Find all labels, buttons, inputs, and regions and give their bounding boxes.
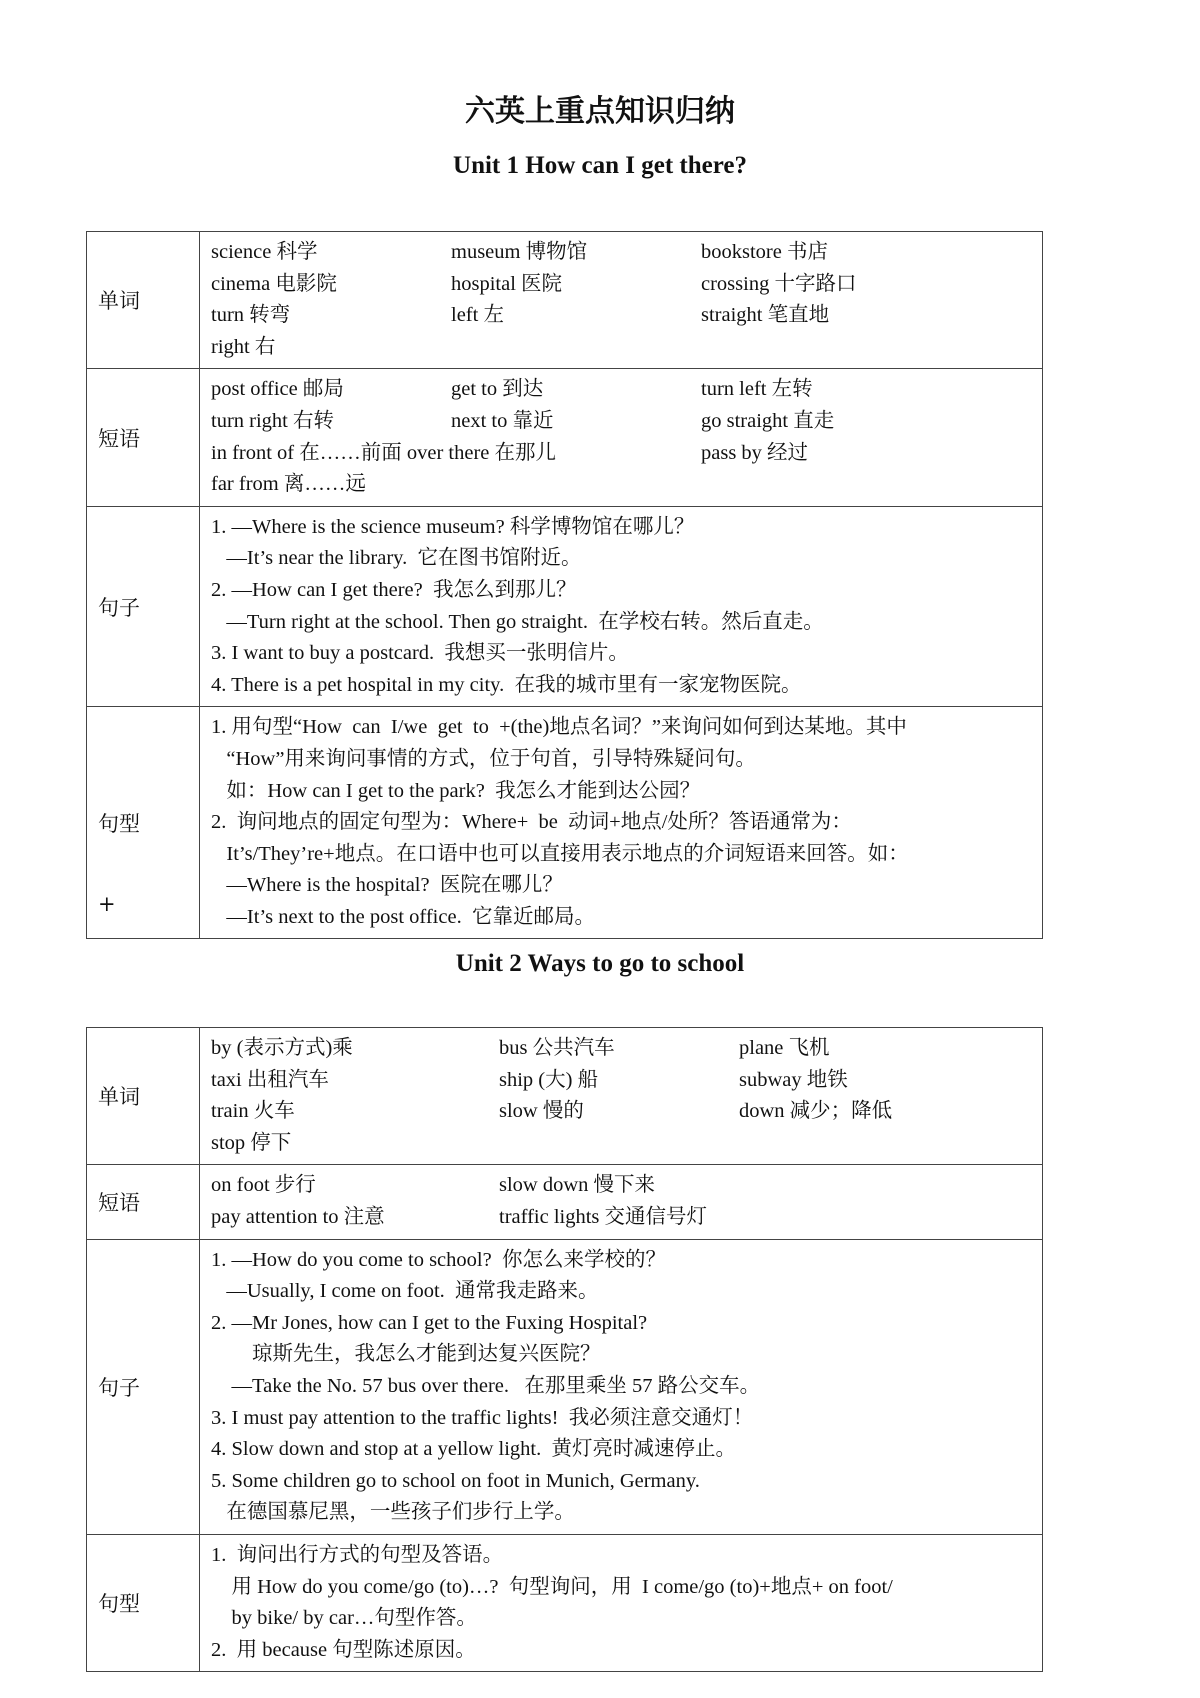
entry-item: taxi 出租汽车 — [211, 1068, 329, 1091]
text-line: It’s/They’re+地点。在口语中也可以直接用表示地点的介词短语来回答。如： — [211, 842, 909, 865]
text-line: —Where is the hospital? 医院在哪儿？ — [211, 874, 563, 897]
text-line: 5. Some children go to school on foot in Munich, Germany. — [211, 1469, 700, 1492]
entry-row — [211, 269, 1042, 301]
entry-item: stop 停下 — [211, 1131, 292, 1154]
entry-item: subway 地铁 — [739, 1068, 848, 1091]
entry-row — [211, 1033, 1042, 1065]
entry-row — [211, 1096, 1042, 1128]
unit2-patterns-cell — [200, 1534, 1043, 1671]
unit2-patterns-row — [87, 1534, 1043, 1671]
unit1-sentences-label: 句子 — [87, 506, 200, 707]
text-line: —Turn right at the school. Then go straight. 在学校右转。然后直走。 — [211, 610, 824, 633]
entry-item: crossing 十字路口 — [701, 272, 857, 295]
unit2-title: Unit 2 Ways to go to school — [455, 950, 745, 977]
text-line: —It’s near the library. 它在图书馆附近。 — [211, 547, 582, 570]
text-line: 如：How can I get to the park? 我怎么才能到达公园？ — [211, 779, 701, 802]
entry-item: slow down 慢下来 — [499, 1174, 656, 1197]
entry-row — [211, 332, 1042, 364]
entry-item: train 火车 — [211, 1100, 295, 1123]
unit1-patterns-label-text: 句型 — [98, 811, 140, 836]
entry-item: traffic lights 交通信号灯 — [499, 1205, 708, 1228]
unit1-title: Unit 1 How can I get there? — [453, 152, 747, 179]
text-line: —Usually, I come on foot. 通常我走路来。 — [211, 1280, 599, 1303]
unit1-patterns-cell — [200, 707, 1043, 939]
entry-item: bookstore 书店 — [701, 241, 828, 263]
unit2-phrases-label: 短语 — [87, 1165, 200, 1239]
entry-item: straight 笔直地 — [701, 304, 830, 327]
text-line: 2. —How can I get there? 我怎么到那儿？ — [211, 578, 577, 601]
entry-item: post office 邮局 — [211, 378, 344, 401]
entry-item: pass by 经过 — [701, 441, 809, 464]
unit1-patterns-row — [87, 707, 1043, 939]
entry-row — [211, 1202, 1042, 1234]
unit1-sentences-row — [87, 506, 1043, 707]
entry-item: slow 慢的 — [499, 1100, 584, 1123]
text-line: 用 How do you come/go (to)…? 句型询问，用 I come/go (to)+地点+ on foot/ — [211, 1575, 893, 1598]
text-line: 3. I must pay attention to the traffic lights! 我必须注意交通灯！ — [211, 1406, 754, 1429]
text-line: by bike/ by car…句型作答。 — [211, 1607, 477, 1630]
entry-item: cinema 电影院 — [211, 272, 337, 295]
entry-item: turn 转弯 — [211, 304, 291, 327]
text-line: “How”用来询问事情的方式，位于句首，引导特殊疑问句。 — [211, 747, 756, 770]
unit1-sentences-cell — [200, 506, 1043, 707]
entry-row — [211, 374, 1042, 406]
entry-item: go straight 直走 — [701, 409, 835, 432]
entry-item: right 右 — [211, 335, 276, 358]
entry-item: museum 博物馆 — [451, 241, 588, 263]
unit1-table — [86, 231, 1043, 939]
unit1-phrases-cell — [200, 369, 1043, 506]
entry-item: by (表示方式)乘 — [211, 1037, 353, 1059]
unit2-words-label: 单词 — [87, 1028, 200, 1165]
entry-row — [211, 1128, 1042, 1160]
unit1-words-cell — [200, 232, 1043, 369]
text-line: 3. I want to buy a postcard. 我想买一张明信片。 — [211, 642, 629, 665]
text-line: —It’s next to the post office. 它靠近邮局。 — [211, 905, 595, 928]
unit2-words-row — [87, 1028, 1043, 1165]
text-line: 2. 询问地点的固定句型为：Where+ be 动词+地点/处所？答语通常为： — [211, 811, 852, 834]
unit2-patterns-label: 句型 — [87, 1534, 200, 1671]
text-line: 1. —Where is the science museum? 科学博物馆在哪儿？ — [211, 515, 695, 538]
unit1-patterns-plus: + — [98, 892, 116, 917]
text-line: 2. —Mr Jones, how can I get to the Fuxing Hospital? — [211, 1311, 648, 1334]
entry-row — [211, 1065, 1042, 1097]
entry-row — [211, 469, 1042, 501]
text-line: 1. —How do you come to school? 你怎么来学校的？ — [211, 1248, 666, 1271]
text-line: 琼斯先生，我怎么才能到达复兴医院？ — [211, 1343, 601, 1366]
entry-item: far from 离……远 — [211, 473, 366, 496]
entry-row — [211, 237, 1042, 269]
text-line: 在德国慕尼黑，一些孩子们步行上学。 — [211, 1501, 575, 1524]
entry-item: science 科学 — [211, 241, 318, 263]
unit1-words-label: 单词 — [87, 232, 200, 369]
document-title: 六英上重点知识归纳 — [465, 95, 735, 128]
entry-item: pay attention to 注意 — [211, 1205, 385, 1228]
entry-item: hospital 医院 — [451, 272, 563, 295]
entry-item: in front of 在……前面 over there 在那儿 — [211, 441, 557, 464]
entry-item: get to 到达 — [451, 378, 544, 401]
text-line: 4. There is a pet hospital in my city. 在我的城市里有一家宠物医院。 — [211, 673, 802, 696]
entry-item: bus 公共汽车 — [499, 1037, 615, 1059]
entry-row — [211, 1170, 1042, 1202]
text-line: 1. 询问出行方式的句型及答语。 — [211, 1543, 504, 1566]
unit1-patterns-label — [87, 707, 200, 939]
unit2-table — [86, 1027, 1043, 1672]
text-line: 2. 用 because 句型陈述原因。 — [211, 1638, 476, 1661]
entry-item: left 左 — [451, 304, 504, 327]
text-line: 4. Slow down and stop at a yellow light. 黄灯亮时减速停止。 — [211, 1438, 737, 1461]
unit1-phrases-row — [87, 369, 1043, 506]
entry-item: down 减少；降低 — [739, 1100, 893, 1123]
entry-item: next to 靠近 — [451, 409, 554, 432]
unit2-phrases-row — [87, 1165, 1043, 1239]
text-line: 1. 用句型“How can I/we get to +(the)地点名词？”来询问如何到达某地。其中 — [211, 716, 907, 739]
unit2-sentences-row — [87, 1239, 1043, 1534]
unit1-words-row — [87, 232, 1043, 369]
entry-row — [211, 300, 1042, 332]
unit2-sentences-label: 句子 — [87, 1239, 200, 1534]
entry-item: turn left 左转 — [701, 378, 813, 401]
entry-item: turn right 右转 — [211, 409, 334, 432]
entry-item: ship (大) 船 — [499, 1068, 599, 1091]
entry-row — [211, 406, 1042, 438]
unit1-phrases-label: 短语 — [87, 369, 200, 506]
entry-row — [211, 438, 1042, 470]
entry-item: plane 飞机 — [739, 1037, 830, 1059]
text-line: —Take the No. 57 bus over there. 在那里乘坐 57 路公交车。 — [211, 1374, 761, 1397]
unit2-sentences-cell — [200, 1239, 1043, 1534]
unit2-words-cell — [200, 1028, 1043, 1165]
entry-item: on foot 步行 — [211, 1174, 316, 1197]
unit2-phrases-cell — [200, 1165, 1043, 1239]
